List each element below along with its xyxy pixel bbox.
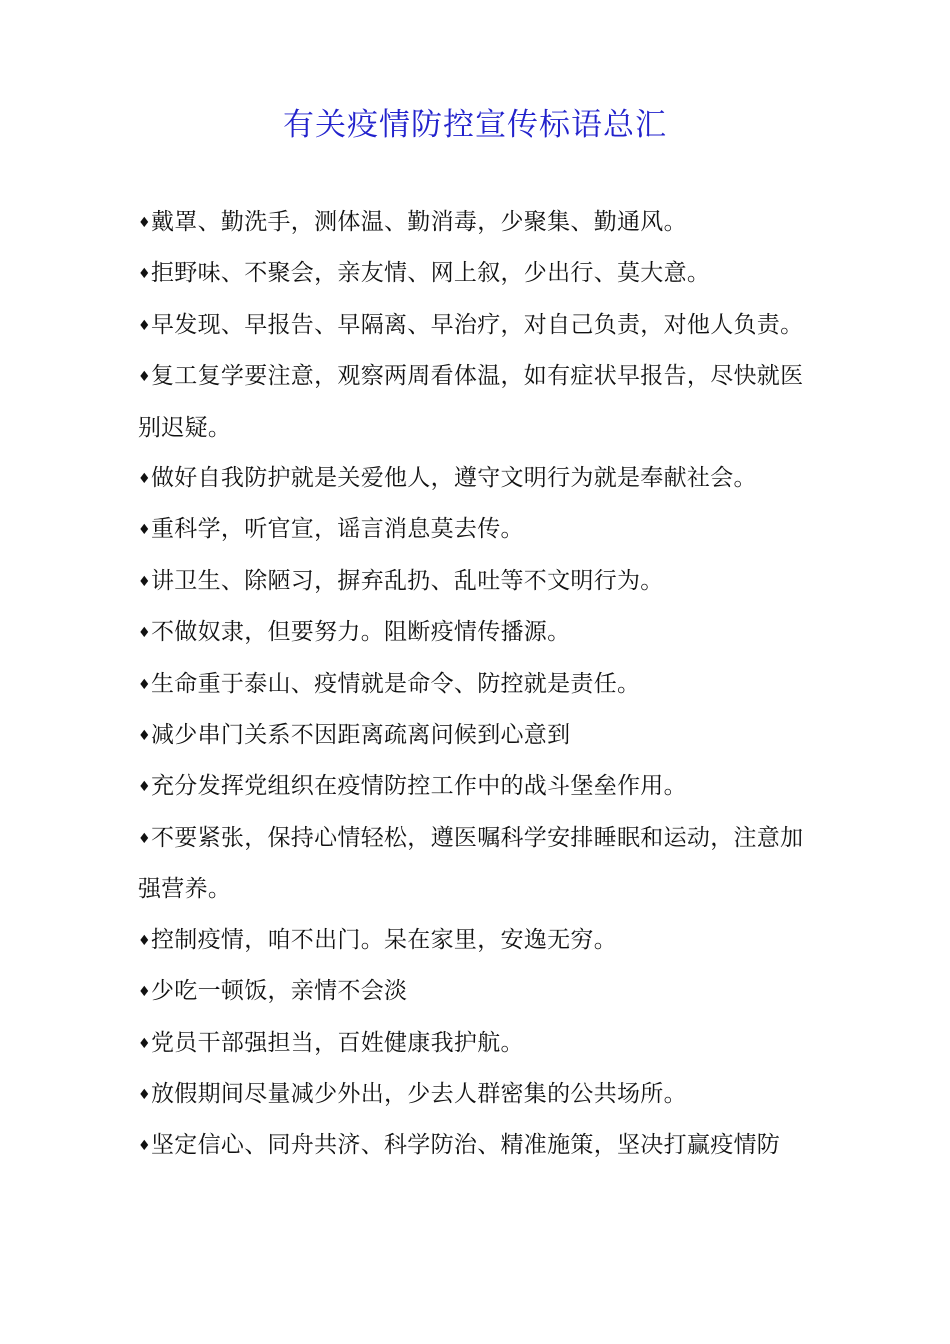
diamond-bullet-icon: ♦ [138,522,151,539]
slogan-item [138,1069,818,1120]
diamond-bullet-icon: ♦ [138,984,151,1001]
slogan-text: 减少串门关系不因距离疏离问候到心意到 [151,722,571,749]
diamond-bullet-icon: ♦ [138,728,151,745]
diamond-bullet-icon: ♦ [138,215,151,231]
diamond-bullet-icon: ♦ [138,779,151,796]
slogan-text: 党员干部强担当，百姓健康我护航。 [151,1029,524,1056]
slogan-item [138,659,818,710]
slogan-text: 生命重于泰山、疫情就是命令、防控就是责任。 [151,670,641,697]
diamond-bullet-icon: ♦ [138,1138,151,1155]
diamond-bullet-icon: ♦ [138,317,151,334]
slogan-item [138,248,818,299]
slogan-text: 拒野味、不聚会，亲友情、网上叙，少出行、莫大意。 [151,260,711,287]
slogan-item [138,966,818,1017]
slogan-text: 不做奴隶，但要努力。阻断疫情传播源。 [151,619,571,646]
slogan-text: 讲卫生、除陋习，摒弃乱扔、乱吐等不文明行为。 [151,567,664,594]
diamond-bullet-icon: ♦ [138,1086,151,1103]
slogan-item [138,1018,818,1069]
slogan-item [138,1120,818,1171]
diamond-bullet-icon: ♦ [138,676,151,693]
slogan-text: 放假期间尽量减少外出，少去人群密集的公共场所。 [151,1080,687,1107]
slogan-text: 复工复学要注意，观察两周看体温，如有症状早报告，尽快就医别迟疑。 [138,363,804,441]
slogan-item [138,607,818,658]
slogan-item [138,351,818,453]
diamond-bullet-icon: ♦ [138,830,151,847]
diamond-bullet-icon: ♦ [138,932,151,949]
slogan-text: 控制疫情，咱不出门。呆在家里，安逸无穷。 [151,926,617,953]
slogan-item [138,453,818,504]
slogan-text: 戴罩、勤洗手，测体温、勤消毒，少聚集、勤通风。 [151,209,687,235]
slogan-text: 重科学，听官宣，谣言消息莫去传。 [151,516,524,543]
slogan-text: 不要紧张，保持心情轻松，遵医嘱科学安排睡眠和运动，注意加强营养。 [138,824,804,903]
slogan-item [138,197,818,248]
slogan-text: 坚定信心、同舟共济、科学防治、精准施策，坚决打赢疫情防 [151,1132,781,1159]
diamond-bullet-icon: ♦ [138,369,151,386]
slogan-text: 充分发挥党组织在疫情防控工作中的战斗堡垒作用。 [151,773,687,800]
slogan-text: 少吃一顿饭，亲情不会淡 [151,978,408,1005]
slogan-list [138,197,818,1172]
slogan-item [138,556,818,607]
slogan-item [138,300,818,351]
slogan-item [138,504,818,555]
document-title: 有关疫情防控宣传标语总汇 [283,107,667,143]
slogan-item [138,761,818,812]
slogan-text: 早发现、早报告、早隔离、早治疗，对自己负责，对他人负责。 [151,311,804,338]
diamond-bullet-icon: ♦ [138,625,151,642]
slogan-item [138,710,818,761]
diamond-bullet-icon: ♦ [138,1035,151,1052]
slogan-text: 做好自我防护就是关爱他人，遵守文明行为就是奉献社会。 [151,465,757,492]
diamond-bullet-icon: ♦ [138,573,151,590]
slogan-item [138,915,818,966]
diamond-bullet-icon: ♦ [138,266,151,283]
diamond-bullet-icon: ♦ [138,471,151,488]
slogan-item [138,813,818,915]
